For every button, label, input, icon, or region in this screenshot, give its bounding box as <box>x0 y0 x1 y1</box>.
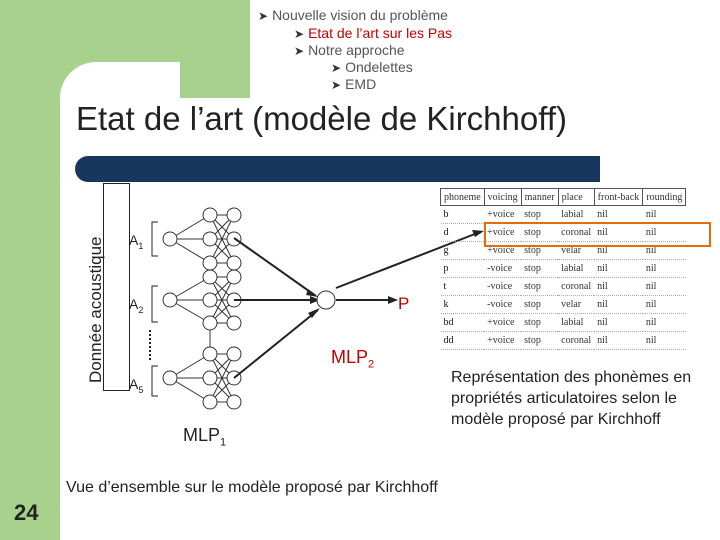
table-header-cell: front-back <box>594 189 643 206</box>
arrow-bullet-icon: ➤ <box>331 78 342 92</box>
table-cell: nil <box>594 260 643 278</box>
table-row <box>441 278 686 296</box>
table-cell: stop <box>521 242 558 260</box>
nav-item-1-label: Nouvelle vision du problème <box>272 7 448 23</box>
network-node <box>227 256 241 270</box>
arrow-bullet-icon: ➤ <box>258 9 269 23</box>
network-node <box>203 371 217 385</box>
network-node <box>203 208 217 222</box>
table-cell: p <box>441 260 485 278</box>
table-header-cell: voicing <box>484 189 521 206</box>
table-cell: k <box>441 296 485 314</box>
arrowhead-1 <box>306 289 318 297</box>
table-cell: +voice <box>484 206 521 224</box>
input-a2-text: A <box>129 296 139 312</box>
table-cell: labial <box>558 314 594 332</box>
input-brackets <box>152 222 158 396</box>
network-node <box>203 270 217 284</box>
network-node <box>203 256 217 270</box>
table-cell: nil <box>643 296 686 314</box>
table-header-cell: place <box>558 189 594 206</box>
nav-item-5-label: EMD <box>345 76 377 92</box>
table-cell: velar <box>558 296 594 314</box>
output-label-p: P <box>398 294 410 313</box>
table-cell: nil <box>594 332 643 350</box>
arrow-bullet-icon: ➤ <box>294 27 305 41</box>
table-cell: stop <box>521 332 558 350</box>
table-cell: nil <box>594 224 643 242</box>
table-cell: nil <box>643 278 686 296</box>
arrow-bullet-icon: ➤ <box>331 61 342 75</box>
table-cell: nil <box>643 260 686 278</box>
input-a2-sub: 2 <box>138 304 144 315</box>
table-cell: +voice <box>484 242 521 260</box>
table-cell: +voice <box>484 224 521 242</box>
network-edges <box>170 215 234 402</box>
table-row <box>441 206 686 224</box>
mlp2-text: MLP <box>331 347 369 367</box>
arrow-a1-to-p <box>234 238 316 296</box>
table-cell: stop <box>521 206 558 224</box>
nav-item-3-label: Notre approche <box>308 42 405 58</box>
table-cell: labial <box>558 260 594 278</box>
figure-caption: Vue d’ensemble sur le modèle proposé par Kirchhoff <box>66 479 438 496</box>
nav-item-2-label: Etat de l’art sur les Pas <box>308 25 453 41</box>
slide-title: Etat de l’art (modèle de Kirchhoff) <box>76 100 567 137</box>
network-nodes <box>163 208 241 409</box>
mlp2-sub: 2 <box>368 358 375 371</box>
network-node <box>227 395 241 409</box>
table-cell: -voice <box>484 278 521 296</box>
table-cell: nil <box>594 314 643 332</box>
mlp1-sub: 1 <box>220 436 227 449</box>
network-node <box>163 293 177 307</box>
table-row <box>441 260 686 278</box>
table-header-cell: rounding <box>643 189 686 206</box>
input-a5-sub: 5 <box>138 384 144 395</box>
table-cell: b <box>441 206 485 224</box>
table-cell: nil <box>643 242 686 260</box>
table-cell: -voice <box>484 260 521 278</box>
table-cell: stop <box>521 278 558 296</box>
table-cell: stop <box>521 314 558 332</box>
network-node <box>163 371 177 385</box>
table-cell: stop <box>521 296 558 314</box>
network-node <box>203 395 217 409</box>
table-cell: velar <box>558 242 594 260</box>
phoneme-table-image <box>440 188 710 346</box>
input-a1-sub: 1 <box>138 240 144 251</box>
table-row <box>441 332 686 350</box>
phoneme-table <box>440 188 686 350</box>
table-description: Représentation des phonèmes en propriétés articulatoires selon le modèle proposé par Kirchhoff <box>451 369 692 428</box>
table-cell: coronal <box>558 332 594 350</box>
bracket-a2 <box>152 286 158 322</box>
table-row <box>441 296 686 314</box>
table-cell: nil <box>594 242 643 260</box>
table-cell: nil <box>643 206 686 224</box>
network-node <box>203 293 217 307</box>
table-cell: coronal <box>558 278 594 296</box>
network-node <box>227 347 241 361</box>
network-node <box>203 347 217 361</box>
table-cell: nil <box>643 314 686 332</box>
table-cell: t <box>441 278 485 296</box>
table-cell: stop <box>521 224 558 242</box>
bracket-a1 <box>152 222 158 256</box>
network-node <box>203 232 217 246</box>
network-node <box>227 208 241 222</box>
table-cell: nil <box>643 332 686 350</box>
table-cell: nil <box>594 296 643 314</box>
table-cell: nil <box>594 206 643 224</box>
mlp2-label <box>331 347 374 371</box>
network-node <box>227 270 241 284</box>
table-header-cell: phoneme <box>441 189 485 206</box>
output-node <box>317 291 335 309</box>
table-cell: g <box>441 242 485 260</box>
mlp1-label <box>183 425 226 449</box>
table-header-cell: manner <box>521 189 558 206</box>
input-a1-text: A <box>129 232 139 248</box>
mlp1-text: MLP <box>183 425 221 445</box>
table-row <box>441 314 686 332</box>
input-a5-text: A <box>129 376 139 392</box>
phoneme-table-header <box>441 189 686 206</box>
arrow-bullet-icon: ➤ <box>294 44 305 58</box>
network-node <box>203 316 217 330</box>
table-cell: dd <box>441 332 485 350</box>
network-node <box>163 232 177 246</box>
network-node <box>227 316 241 330</box>
table-cell: bd <box>441 314 485 332</box>
bracket-a5 <box>152 366 158 396</box>
table-cell: stop <box>521 260 558 278</box>
table-cell: nil <box>643 224 686 242</box>
arrow-a5-to-p <box>234 310 318 378</box>
table-cell: +voice <box>484 314 521 332</box>
nav-item-4-label: Ondelettes <box>345 59 413 75</box>
table-cell: +voice <box>484 332 521 350</box>
table-cell: -voice <box>484 296 521 314</box>
table-cell: d <box>441 224 485 242</box>
table-cell: labial <box>558 206 594 224</box>
table-cell: coronal <box>558 224 594 242</box>
table-cell: nil <box>594 278 643 296</box>
arrowhead-4 <box>388 296 398 304</box>
highlighted-row-box <box>484 222 711 247</box>
page-number: 24 <box>14 500 39 525</box>
acoustic-data-label: Donnée acoustique <box>86 236 105 383</box>
